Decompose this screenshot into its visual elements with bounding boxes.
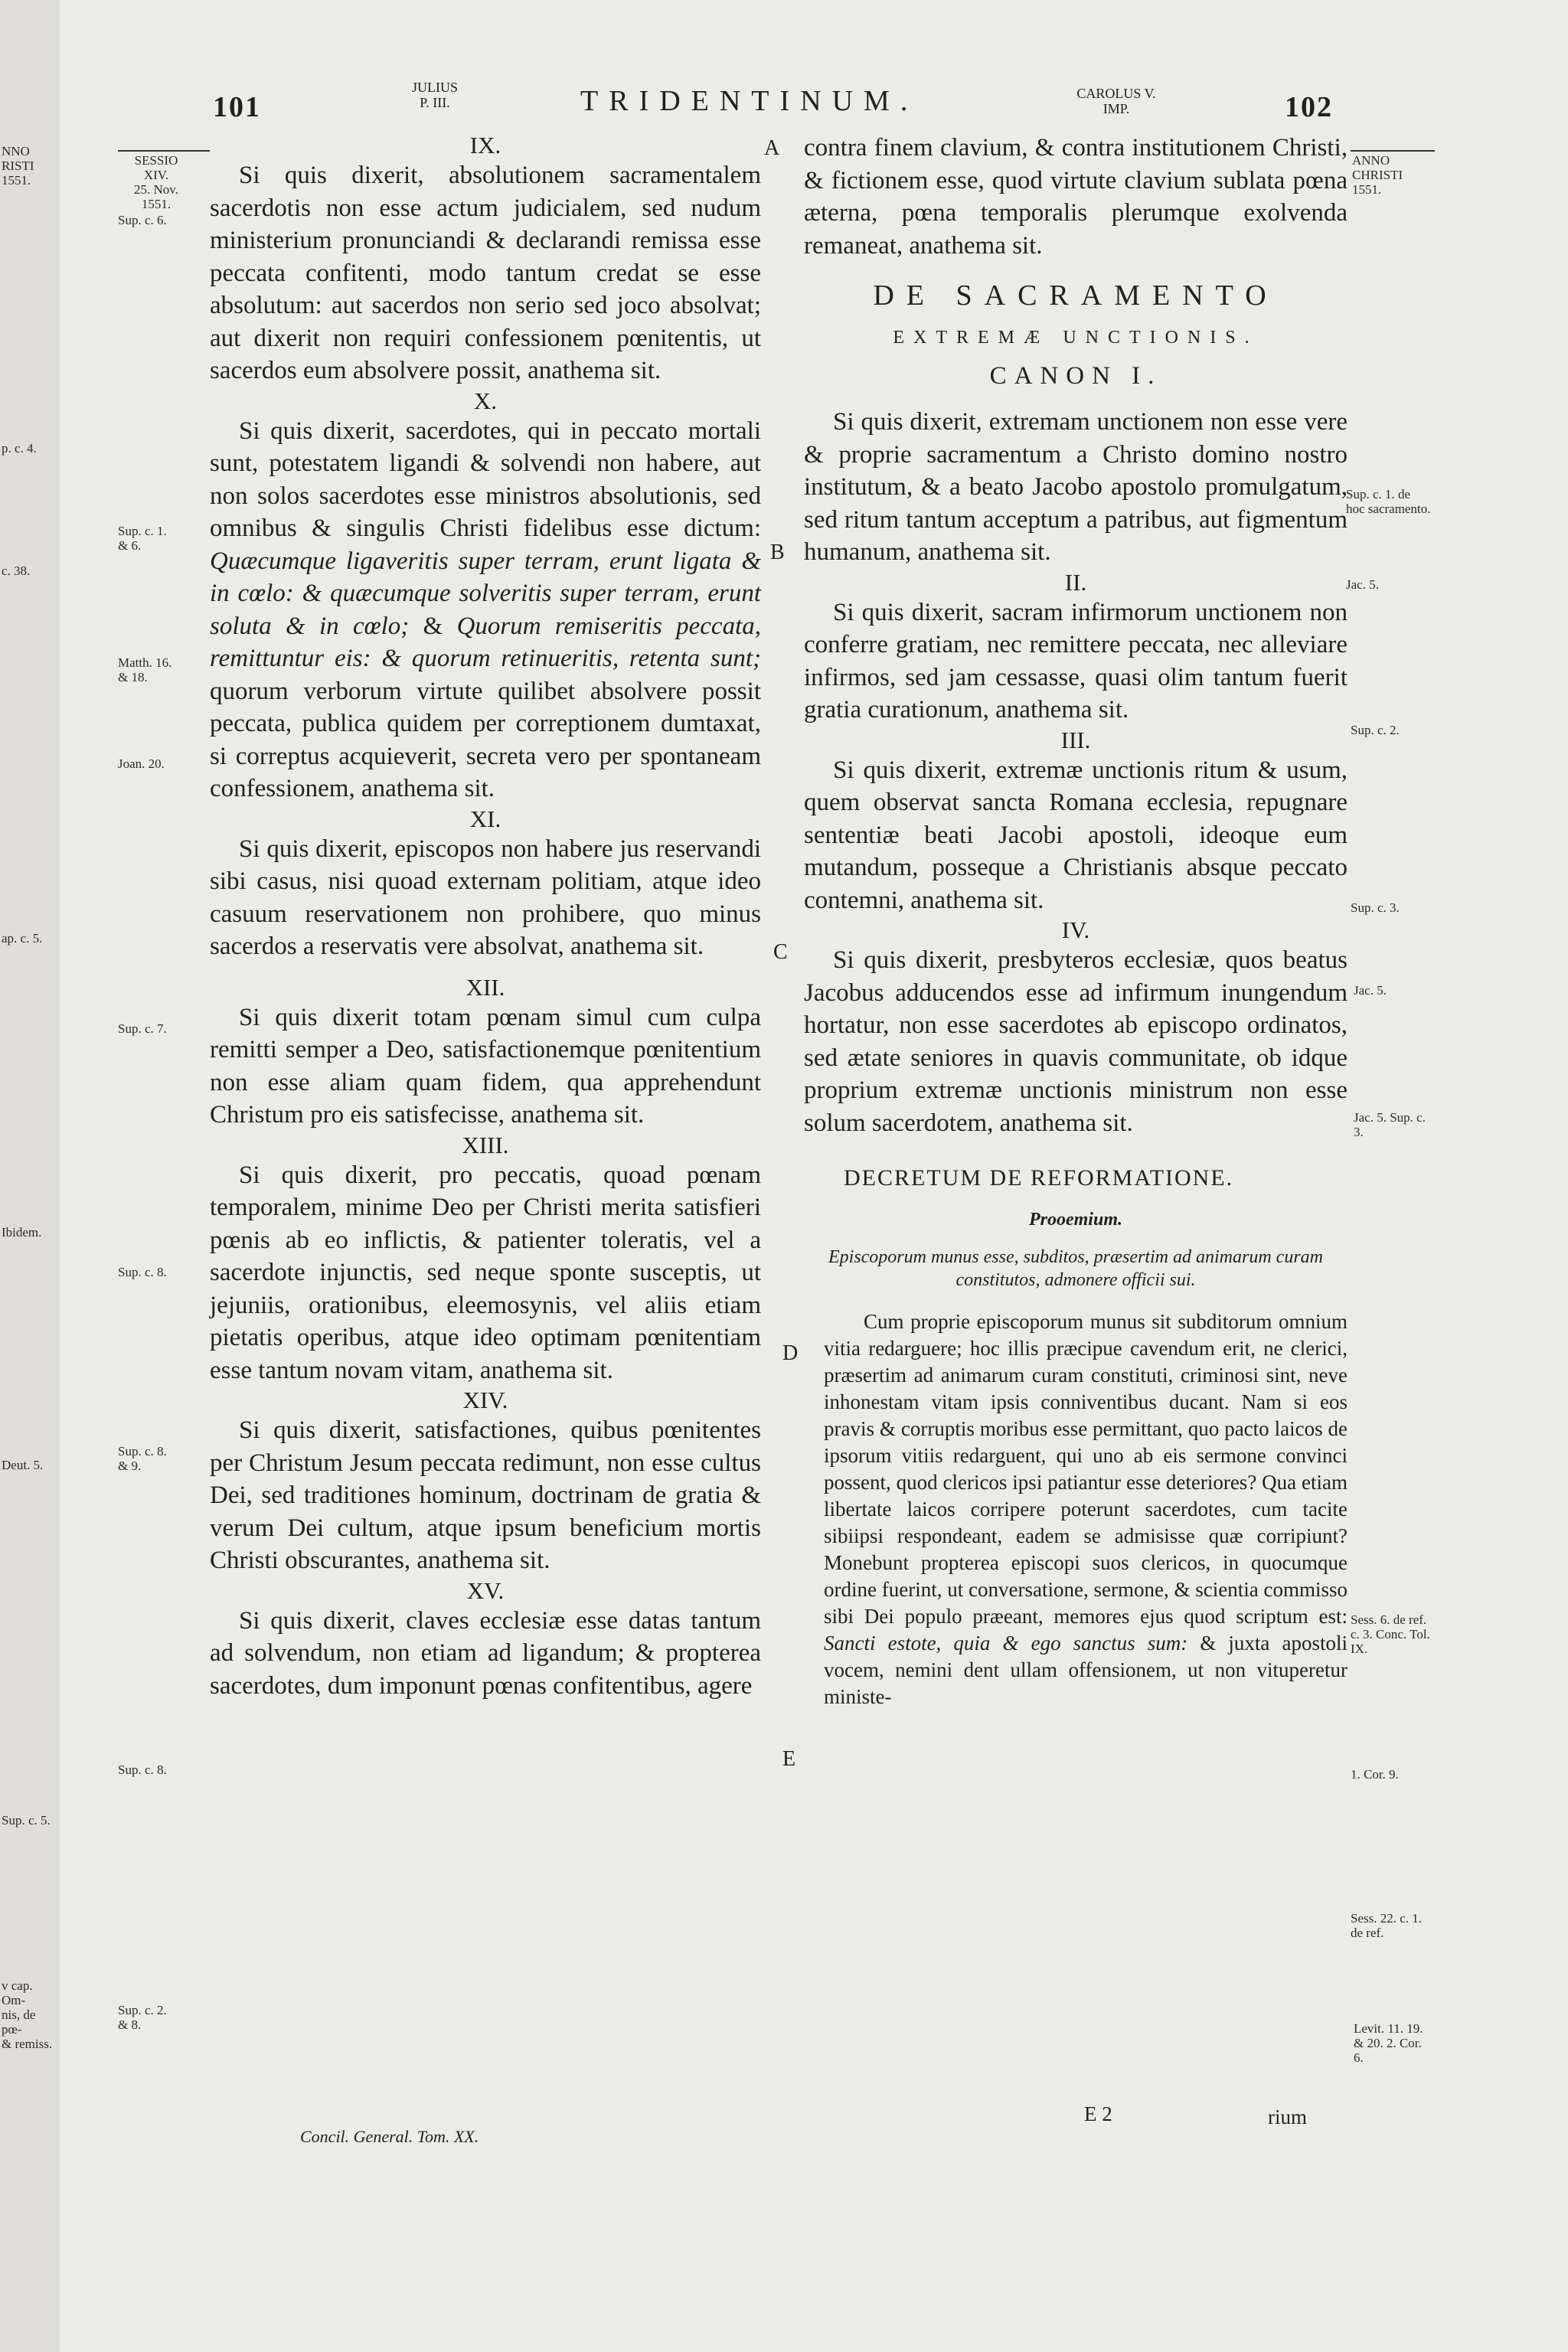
unction-canon-text: Si quis dixerit, sacram infirmorum unctionem non conferre gratiam, nec remittere peccata, nec alleviare infirmos, sed jam cessasse, quasi olim tantum fuerit gratia curationum, anathema sit.	[804, 598, 1348, 724]
section-letter-a: A	[764, 136, 780, 160]
unction-canon-number: IV.	[1061, 916, 1090, 943]
prooemium-heading: Prooemium.	[1028, 1210, 1122, 1230]
strip-note-7: Sup. c. 5.	[2, 1813, 51, 1828]
margin-note-levit: Levit. 11. 19. & 20. 2. Cor. 6.	[1354, 2021, 1423, 2065]
book-page	[60, 0, 1568, 2352]
canon-number: IX.	[469, 132, 501, 158]
canon-text-conjunction: &	[409, 612, 457, 640]
canon-text	[210, 415, 761, 805]
margin-note-sup-c8-9: Sup. c. 8. & 9.	[118, 1444, 167, 1473]
margin-note-sess6: Sess. 6. de ref. c. 3. Conc. Tol. IX.	[1351, 1612, 1430, 1656]
canon-text: Si quis dixerit, pro peccatis, quoad pœnam temporalem, minime Deo per Christi merita satisfieri pœnis ab eo inflictis, & patienter toleratis, vel a sacerdote injunctis, sed neque sponte susceptis, ut jejuniis, orationibus, eleemosynis, vel aliis etiam pietatis operibus, atque ideo optimam pœnitentiam esse tantum novam vitam, anathema sit.	[210, 1161, 761, 1384]
catchword: rium	[1268, 2105, 1307, 2128]
canon-number: XIII.	[462, 1131, 509, 1158]
right-top-rule	[1351, 150, 1435, 152]
section-title: DE SACRAMENTO	[873, 279, 1279, 312]
margin-note-matth: Matth. 16. & 18.	[118, 655, 172, 684]
left-running-heading: JULIUS P. III.	[411, 80, 458, 110]
decretum-heading: DECRETUM DE REFORMATIONE.	[844, 1165, 1234, 1191]
left-column	[210, 132, 761, 1702]
episcoporum-heading: Episcoporum munus esse, subditos, præsertim ad animarum curam constitutos, admonere officii sui.	[828, 1247, 1323, 1290]
left-top-rule	[118, 150, 210, 152]
scripture-quote-matthew: Quæcumque ligaveritis super terram, erunt ligata & in cœlo: & quæcumque solveritis super terram, erunt soluta & in cœlo;	[210, 547, 761, 640]
previous-page-strip	[0, 0, 61, 2352]
scripture-quote-john: Quorum remiseritis peccata, remittuntur eis: & quorum retinueritis, retenta sunt;	[210, 612, 761, 672]
strip-note-3: c. 38.	[2, 564, 31, 578]
volume-footer: Concil. General. Tom. XX.	[300, 2127, 479, 2146]
canon-number: XII.	[466, 973, 505, 1001]
continuation-text: contra finem clavium, & contra institutionem Christi, & fictionem esse, quod virtute clavium sublata pœna æterna, pœna temporalis plerumque exolvenda remaneat, anathema sit.	[804, 134, 1348, 260]
signature-mark: E 2	[1084, 2102, 1112, 2125]
canon-text: Si quis dixerit, claves ecclesiæ esse datas tantum ad solvendum, non etiam ad ligandum; & propterea sacerdotes, dum imponunt pœnas confitentibus, agere	[210, 1606, 761, 1700]
canon-number: XIV.	[462, 1387, 508, 1413]
strip-note-4: ap. c. 5.	[2, 931, 43, 946]
margin-note-jac5-sup: Jac. 5. Sup. c. 3.	[1354, 1110, 1426, 1139]
margin-note-sup-c6: Sup. c. 6.	[118, 213, 167, 227]
right-column	[804, 132, 1348, 1710]
leviticus-quote: Sancti estote, quia & ego sanctus sum:	[824, 1632, 1188, 1655]
right-page-number: 102	[1285, 91, 1333, 123]
reformation-body	[804, 1308, 1348, 1710]
reformation-tail: & juxta apostoli vocem, nemini dent ullam offensionem, ut non vituperetur ministe-	[824, 1632, 1348, 1708]
margin-note-sup-c7: Sup. c. 7.	[118, 1021, 167, 1036]
margin-note-jac5: Jac. 5.	[1346, 577, 1379, 592]
margin-note-1cor9: 1. Cor. 9.	[1351, 1767, 1399, 1782]
unction-canon-text: Si quis dixerit, extremam unctionem non esse vere & proprie sacramentum a Christo domino nostro institutum, & a beato Jacobo apostolo promulgatum, sed ritum tantum acceptum a patribus, aut figmentum humanum, anathema sit.	[804, 408, 1348, 566]
canon-text: Si quis dixerit totam pœnam simul cum culpa remitti semper a Deo, satisfactionemque pœnitentium non esse aliam quam fidem, qua apprehendunt Christum pro eis satisfecisse, anathema sit.	[210, 1003, 761, 1129]
canon-text-tail: quorum verborum virtute quilibet absolvere possit peccata, publica quidem per correptionem dumtaxat, si correptus acquieverit, secreta vero per spontaneam confessionem, anathema sit.	[210, 677, 761, 802]
canon-text: Si quis dixerit, satisfactiones, quibus pœnitentes per Christum Jesum peccata redimunt, non esse cultus Dei, sed traditiones hominum, doctrinam de gratia & verum Dei cultum, atque ipsum beneficium mortis Christi obscurantes, anathema sit.	[210, 1416, 761, 1574]
section-letter-c: C	[773, 940, 788, 964]
unction-canon-number: II.	[1064, 568, 1087, 596]
strip-note-1: NNO RISTI 1551.	[2, 144, 34, 188]
running-title: TRIDENTINUM.	[580, 85, 919, 117]
canon-number: XV.	[466, 1576, 505, 1604]
strip-note-8: v cap. Om- nis, de pœ- & remiss.	[2, 1978, 53, 2051]
anno-christi-note: ANNO CHRISTI 1551.	[1352, 153, 1403, 197]
margin-note-sup-c8b: Sup. c. 8.	[118, 1762, 167, 1777]
strip-note-2: p. c. 4.	[2, 441, 37, 456]
strip-note-5: Ibidem.	[2, 1225, 42, 1240]
session-note: SESSIO XIV. 25. Nov. 1551.	[134, 153, 178, 211]
margin-note-sup-c1-sacr: Sup. c. 1. de hoc sacramento.	[1346, 487, 1431, 516]
canon-text: Si quis dixerit, absolutionem sacramentalem sacerdotis non esse actum judicialem, sed nudum ministerium pronunciandi & declarandi remissa esse peccata confitenti, modo tantum credat se esse absolutum: aut sacerdos non serio sed joco absolvat; aut dixerit non requiri confessionem pœnitentis, ut sacerdos eum absolvere possit, anathema sit.	[210, 162, 761, 384]
section-subtitle: EXTREMÆ UNCTIONIS.	[893, 328, 1259, 348]
margin-note-sup-c8: Sup. c. 8.	[118, 1265, 167, 1279]
margin-note-sess22: Sess. 22. c. 1. de ref.	[1351, 1911, 1423, 1940]
reformation-text: Cum proprie episcoporum munus sit subditorum omnium vitia redarguere; hoc illis præcipue cavendum erit, ne clerici, præsertim ad animarum curam constituti, criminosi sint, neve inhonestam vitam ipsis conniventibus ducant. Nam si eos pravis & corruptis moribus esse permittant, quo pacto laicos de ipsorum vitiis redarguent, qui uno ab eis sermone convinci possent, quod clericos ipsi patiantur esse deteriores? Qua etiam libertate laicos corripere poterunt sacerdotes, cum tacite sibiipsi respondeant, eadem se admisisse quæ corripiunt? Monebunt propterea episcopi suos clericos, in quocumque ordine fuerint, ut conversatione, sermone, & scientia commisso sibi Dei populo præeant, memores ejus quod scriptum est:	[824, 1310, 1348, 1628]
unction-canon-text: Si quis dixerit, presbyteros ecclesiæ, quos beatus Jacobus adducendos esse ad infirmum inungendum hortatur, non esse sacerdotes ab episcopo ordinatos, sed ætate seniores in quavis communitate, ob idque proprium extremæ unctionis ministrum non esse solum sacerdotem, anathema sit.	[804, 946, 1348, 1137]
unction-canon-number: III.	[1060, 726, 1091, 753]
canon-heading: CANON I.	[989, 362, 1162, 390]
section-letter-b: B	[770, 541, 785, 564]
section-letter-e: E	[782, 1747, 796, 1771]
margin-note-jac5b: Jac. 5.	[1354, 983, 1387, 998]
canon-text-main: Si quis dixerit, sacerdotes, qui in peccato mortali sunt, potestatem ligandi & solvendi non habere, aut non solos sacerdotes esse ministros absolutionis, sed omnibus & singulis Christi fidelibus esse dictum:	[210, 416, 761, 542]
margin-note-sup-c2-8: Sup. c. 2. & 8.	[118, 2003, 167, 2032]
canon-text: Si quis dixerit, episcopos non habere jus reservandi sibi casus, nisi quoad externam politiam, atque ideo casuum reservationem non prohibere, quo minus sacerdos a reservatis vere absolvat, anathema sit.	[210, 835, 761, 960]
margin-note-sup-c3: Sup. c. 3.	[1351, 900, 1400, 915]
canon-number: X.	[473, 387, 498, 414]
margin-note-sup-c2: Sup. c. 2.	[1351, 723, 1400, 737]
margin-note-sup-c1-6: Sup. c. 1. & 6.	[118, 524, 167, 553]
left-page-number: 101	[213, 91, 261, 123]
margin-note-joan: Joan. 20.	[118, 756, 165, 771]
right-running-heading: CAROLUS V. IMP.	[1076, 86, 1156, 116]
section-letter-d: D	[782, 1341, 799, 1365]
canon-number: XI.	[469, 805, 501, 832]
strip-note-6: Deut. 5.	[2, 1458, 44, 1472]
unction-canon-text: Si quis dixerit, extremæ unctionis ritum & usum, quem observat sancta Romana ecclesia, repugnare sententiæ beati Jacobi apostoli, ideoque eum mutandum, posseque a Christianis absque peccato contemni, anathema sit.	[804, 756, 1348, 914]
